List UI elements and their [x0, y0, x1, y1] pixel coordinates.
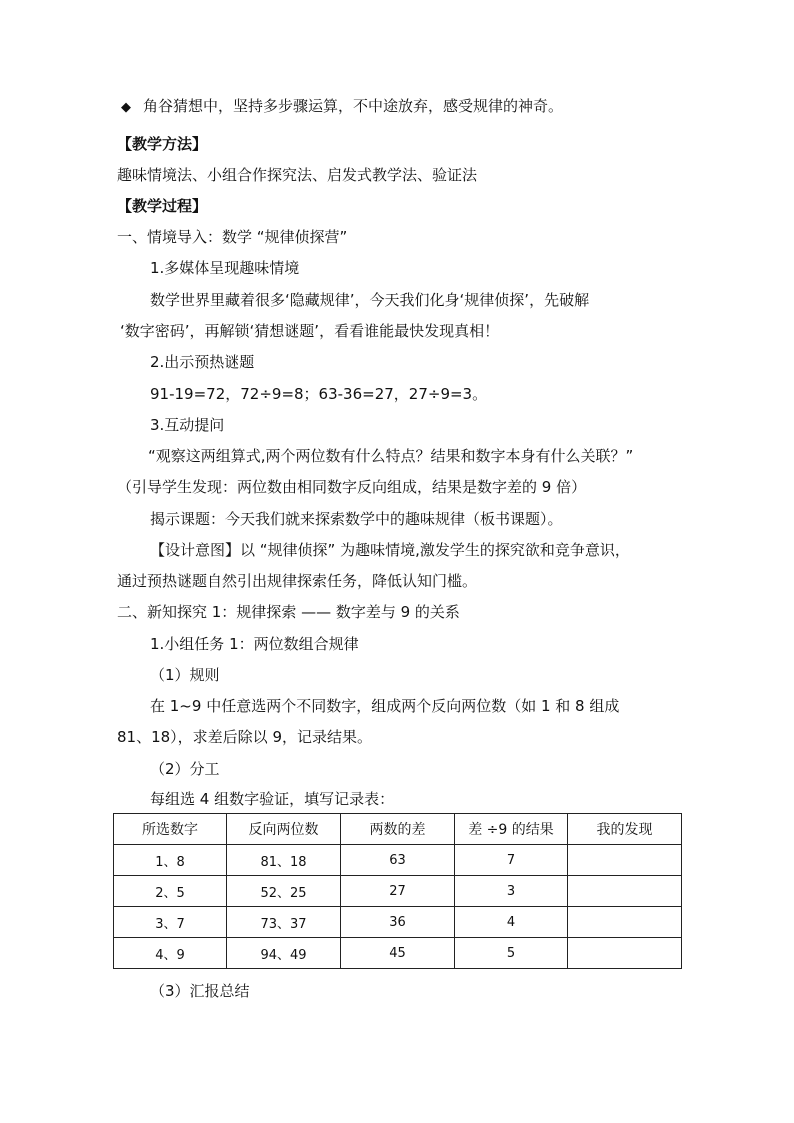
- step1-title: 1.多媒体呈现趣味情境: [150, 259, 300, 277]
- rule-text-b: 81、18），求差后除以 9，记录结果。: [117, 728, 372, 746]
- division-text: 每组选 4 组数字验证，填写记录表：: [150, 790, 395, 808]
- section2-title: 二、新知探究 1：规律探索 —— 数字差与 9 的关系: [117, 603, 460, 621]
- bullet-line: [121, 96, 563, 118]
- step3-title: 3.互动提问: [150, 416, 225, 434]
- methods-text: 趣味情境法、小组合作探究法、启发式教学法、验证法: [117, 166, 478, 184]
- section1-title: 一、情境导入：数学 “规律侦探营”: [117, 228, 348, 246]
- process-heading: 【教学过程】: [117, 197, 208, 215]
- cell-findings[interactable]: [568, 845, 682, 876]
- header-quotient: 差 ÷9 的结果: [455, 814, 568, 845]
- cell-difference: 27: [341, 876, 455, 907]
- step2-text: 91-19=72，72÷9=8；63-36=27，27÷9=3。: [150, 385, 488, 403]
- step1-text-a: 数学世界里藏着很多‘隐藏规律’，今天我们化身‘规律侦探’，先破解: [150, 291, 590, 309]
- step2-title: 2.出示预热谜题: [150, 353, 255, 371]
- cell-difference: 45: [341, 938, 455, 969]
- header-findings: 我的发现: [568, 814, 682, 845]
- header-selected-digits: 所选数字: [114, 814, 227, 845]
- report-label: （3）汇报总结: [150, 982, 250, 1000]
- design-intent-b: 通过预热谜题自然引出规律探索任务，降低认知门槛。: [117, 572, 478, 590]
- header-reversed-numbers: 反向两位数: [227, 814, 341, 845]
- task-title: 1.小组任务 1：两位数组合规律: [150, 635, 359, 653]
- diamond-bullet-icon: ◆: [121, 100, 131, 115]
- cell-digits: 4、9: [114, 938, 227, 969]
- cell-digits: 3、7: [114, 907, 227, 938]
- table-row: [114, 876, 682, 907]
- cell-findings[interactable]: [568, 938, 682, 969]
- step3-text-b: （引导学生发现：两位数由相同数字反向组成，结果是数字差的 9 倍）: [117, 478, 587, 496]
- table-row: [114, 845, 682, 876]
- cell-reversed: 94、49: [227, 938, 341, 969]
- cell-quotient: 4: [455, 907, 568, 938]
- cell-reversed: 73、37: [227, 907, 341, 938]
- cell-difference: 63: [341, 845, 455, 876]
- reveal-text: 揭示课题：今天我们就来探索数学中的趣味规律（板书课题）。: [150, 510, 563, 528]
- cell-quotient: 3: [455, 876, 568, 907]
- step3-text-a: “观察这两组算式,两个两位数有什么特点？结果和数字本身有什么关联？”: [148, 447, 634, 465]
- design-intent-a: 【设计意图】以 “规律侦探” 为趣味情境,激发学生的探究欲和竞争意识，: [150, 541, 630, 559]
- rule-label: （1）规则: [150, 666, 220, 684]
- header-difference: 两数的差: [341, 814, 455, 845]
- bullet-text: 角谷猜想中，坚持多步骤运算，不中途放弃，感受规律的神奇。: [143, 97, 564, 115]
- cell-quotient: 7: [455, 845, 568, 876]
- cell-digits: 2、5: [114, 876, 227, 907]
- cell-findings[interactable]: [568, 907, 682, 938]
- rule-text-a: 在 1~9 中任意选两个不同数字，组成两个反向两位数（如 1 和 8 组成: [150, 697, 620, 715]
- table-row: [114, 938, 682, 969]
- division-label: （2）分工: [150, 760, 220, 778]
- table-row: [114, 907, 682, 938]
- cell-reversed: 81、18: [227, 845, 341, 876]
- record-table: [113, 813, 682, 969]
- cell-difference: 36: [341, 907, 455, 938]
- cell-digits: 1、8: [114, 845, 227, 876]
- cell-quotient: 5: [455, 938, 568, 969]
- table-header-row: [114, 814, 682, 845]
- methods-heading: 【教学方法】: [117, 135, 208, 153]
- step1-text-b: ‘数字密码’，再解锁‘猜想谜题’，看看谁能最快发现真相！: [120, 322, 500, 340]
- cell-findings[interactable]: [568, 876, 682, 907]
- cell-reversed: 52、25: [227, 876, 341, 907]
